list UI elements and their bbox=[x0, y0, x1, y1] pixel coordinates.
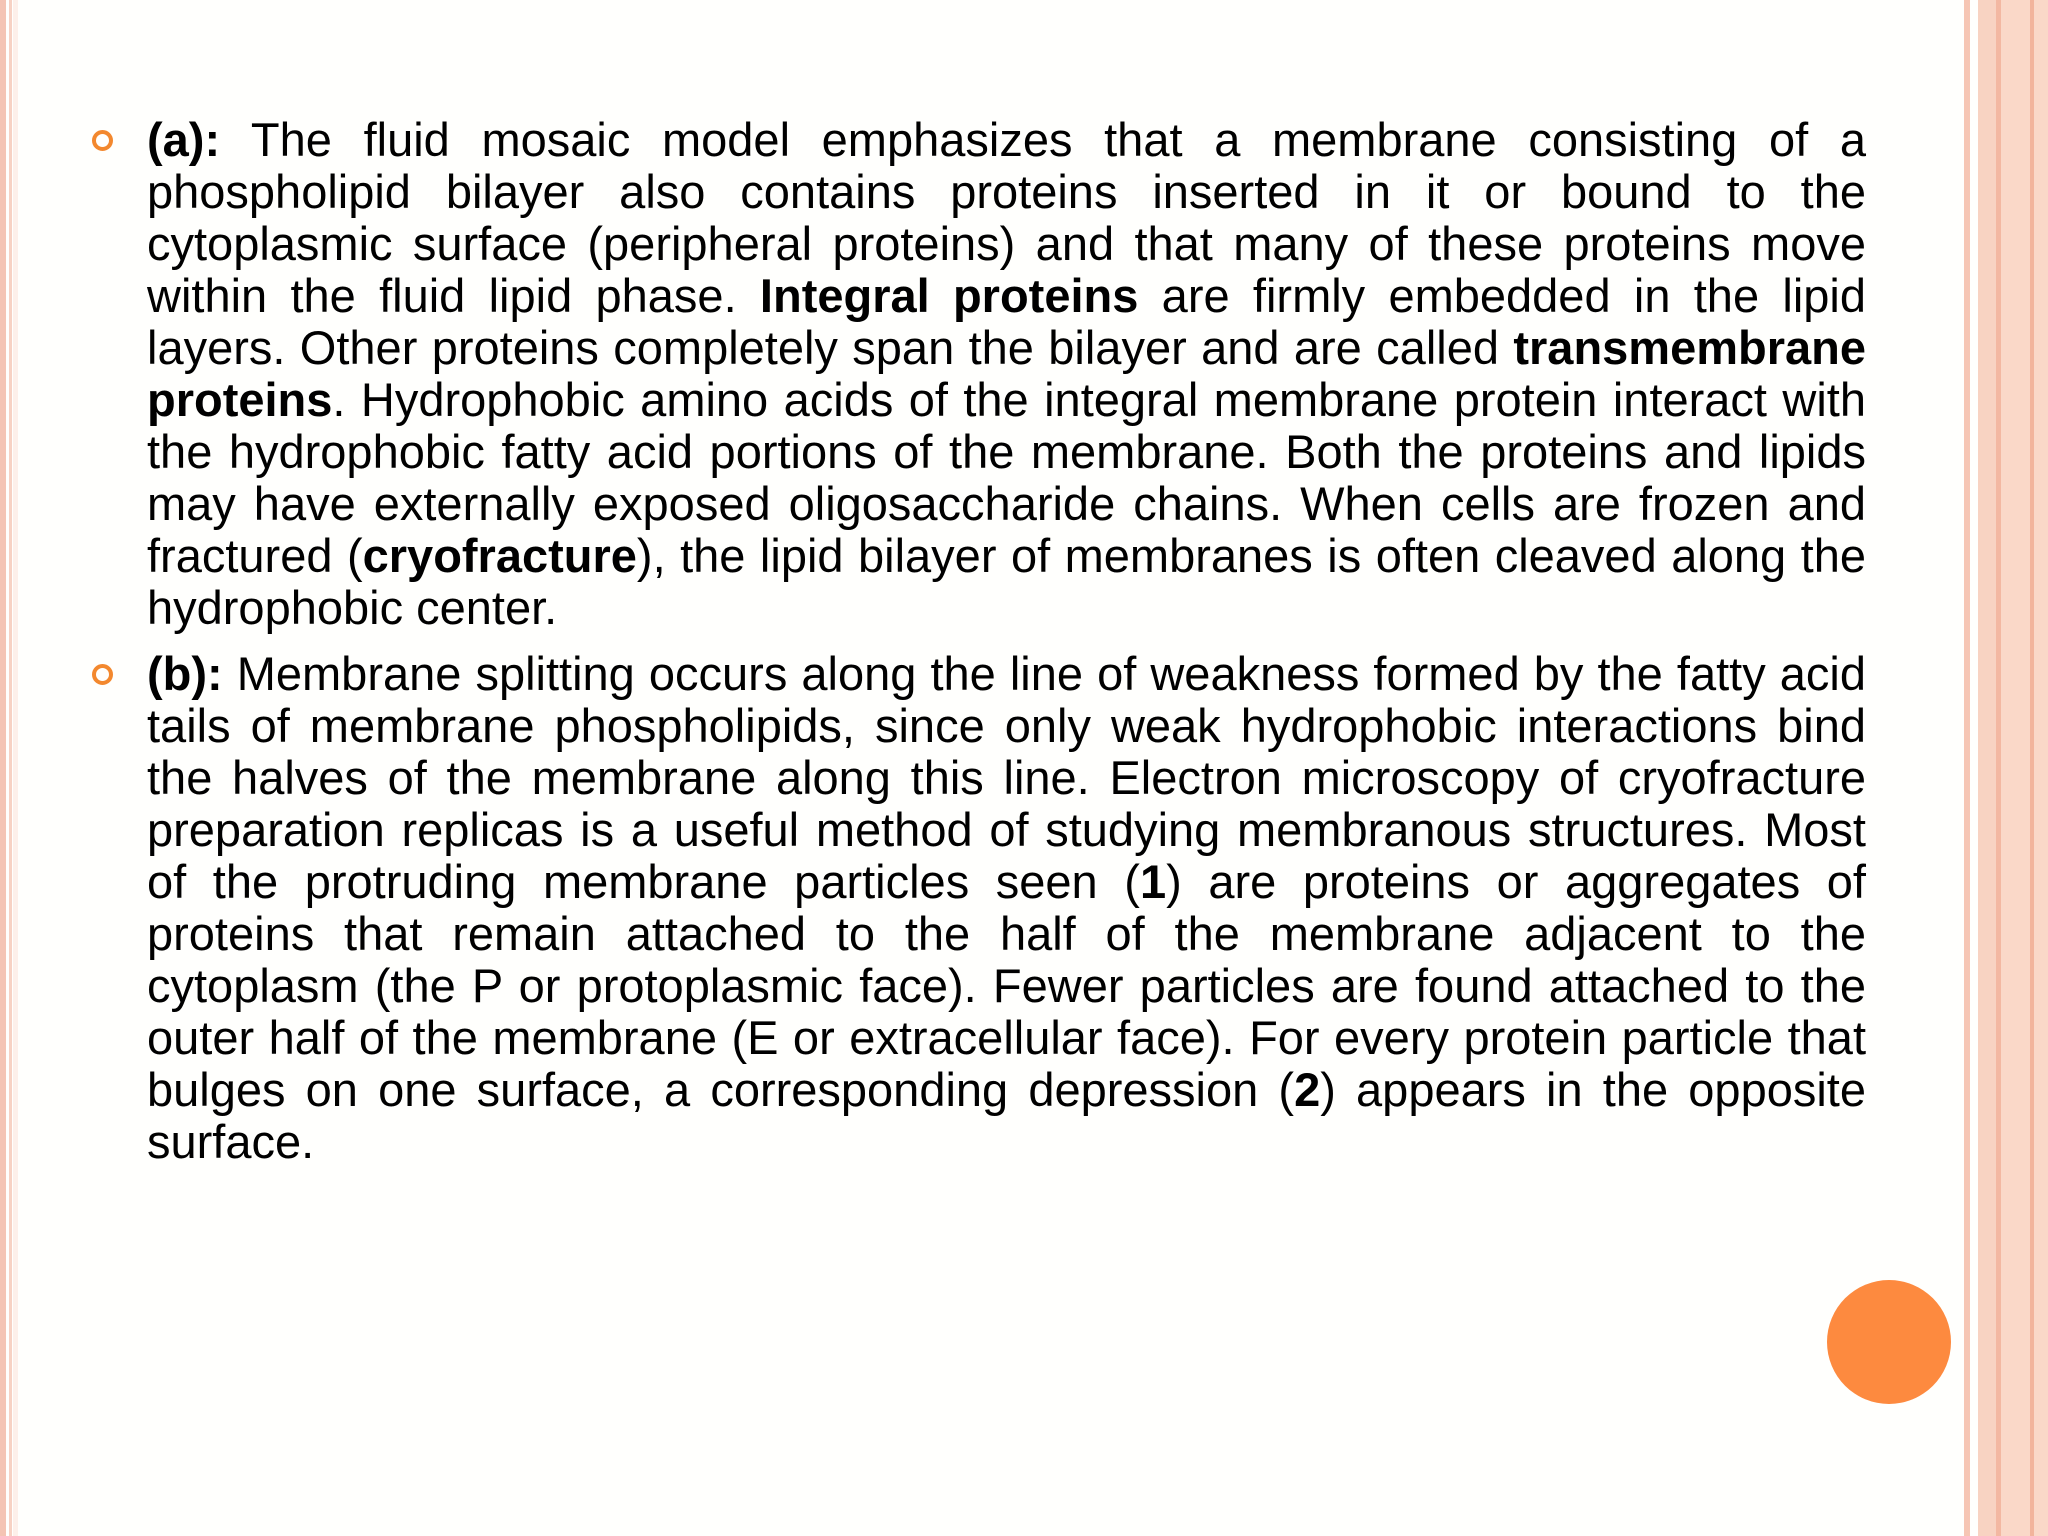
right-border-stripe bbox=[1978, 0, 1996, 1536]
right-border-stripe bbox=[1964, 0, 1970, 1536]
bold-text-segment: 1 bbox=[1139, 855, 1167, 908]
bold-text-segment: 2 bbox=[1294, 1063, 1321, 1116]
slide-body bbox=[92, 114, 1866, 1182]
right-border-stripe bbox=[2001, 0, 2048, 1536]
paragraph-a bbox=[147, 114, 1866, 634]
left-border-stripe bbox=[9, 0, 12, 1536]
right-border-stripe bbox=[2030, 0, 2034, 1536]
left-border-stripe bbox=[13, 0, 18, 1536]
bullet-item-b bbox=[92, 648, 1866, 1168]
text-segment: are firmly embedded in the lipid layers. Other proteins completely span the bilayer and are called bbox=[147, 269, 1866, 374]
left-border-stripe bbox=[0, 0, 6, 1536]
paragraph-b bbox=[147, 648, 1866, 1168]
text-segment: ) are proteins or aggregates of proteins that remain attached to the half of the membrane adjacent to the cytoplasm (the P or protoplasmic face). Fewer particles are found attached to the outer half of the membrane (E or extracellular face). For every protein particle that bulges on one surface, a corresponding depression ( bbox=[147, 855, 1866, 1116]
bold-text-segment: Integral proteins bbox=[759, 269, 1139, 322]
text-segment: ) appears in the opposite surface. bbox=[147, 1063, 1866, 1168]
text-segment: ), the lipid bilayer of membranes is often cleaved along the hydrophobic center. bbox=[147, 529, 1867, 634]
text-segment: . Hydrophobic amino acids of the integral membrane protein interact with the hydrophobic fatty acid portions of the membrane. Both the proteins and lipids may have externally exposed oligosaccharide chains. When cells are frozen and fractured ( bbox=[147, 373, 1866, 582]
bold-text-segment: (a): bbox=[147, 113, 221, 166]
bold-text-segment: transmembrane proteins bbox=[147, 321, 1866, 426]
bold-text-segment: (b): bbox=[147, 647, 223, 700]
circle-bullet-icon bbox=[92, 130, 113, 151]
text-segment: The fluid mosaic model emphasizes that a membrane consisting of a phospholipid bilayer also contains proteins inserted in it or bound to the cytoplasmic surface (peripheral proteins) and that many of these proteins move within the fluid lipid phase. bbox=[147, 113, 1866, 322]
bullet-item-a bbox=[92, 114, 1866, 634]
decorative-orange-circle bbox=[1827, 1280, 1951, 1404]
text-segment: Membrane splitting occurs along the line of weakness formed by the fatty acid tails of membrane phospholipids, since only weak hydrophobic interactions bind the halves of the membrane along this line. Electron microscopy of cryofracture preparation replicas is a useful method of studying membranous structures. Most of the protruding membrane particles seen ( bbox=[147, 647, 1866, 908]
bold-text-segment: cryofracture bbox=[362, 529, 637, 582]
circle-bullet-icon bbox=[92, 664, 113, 685]
